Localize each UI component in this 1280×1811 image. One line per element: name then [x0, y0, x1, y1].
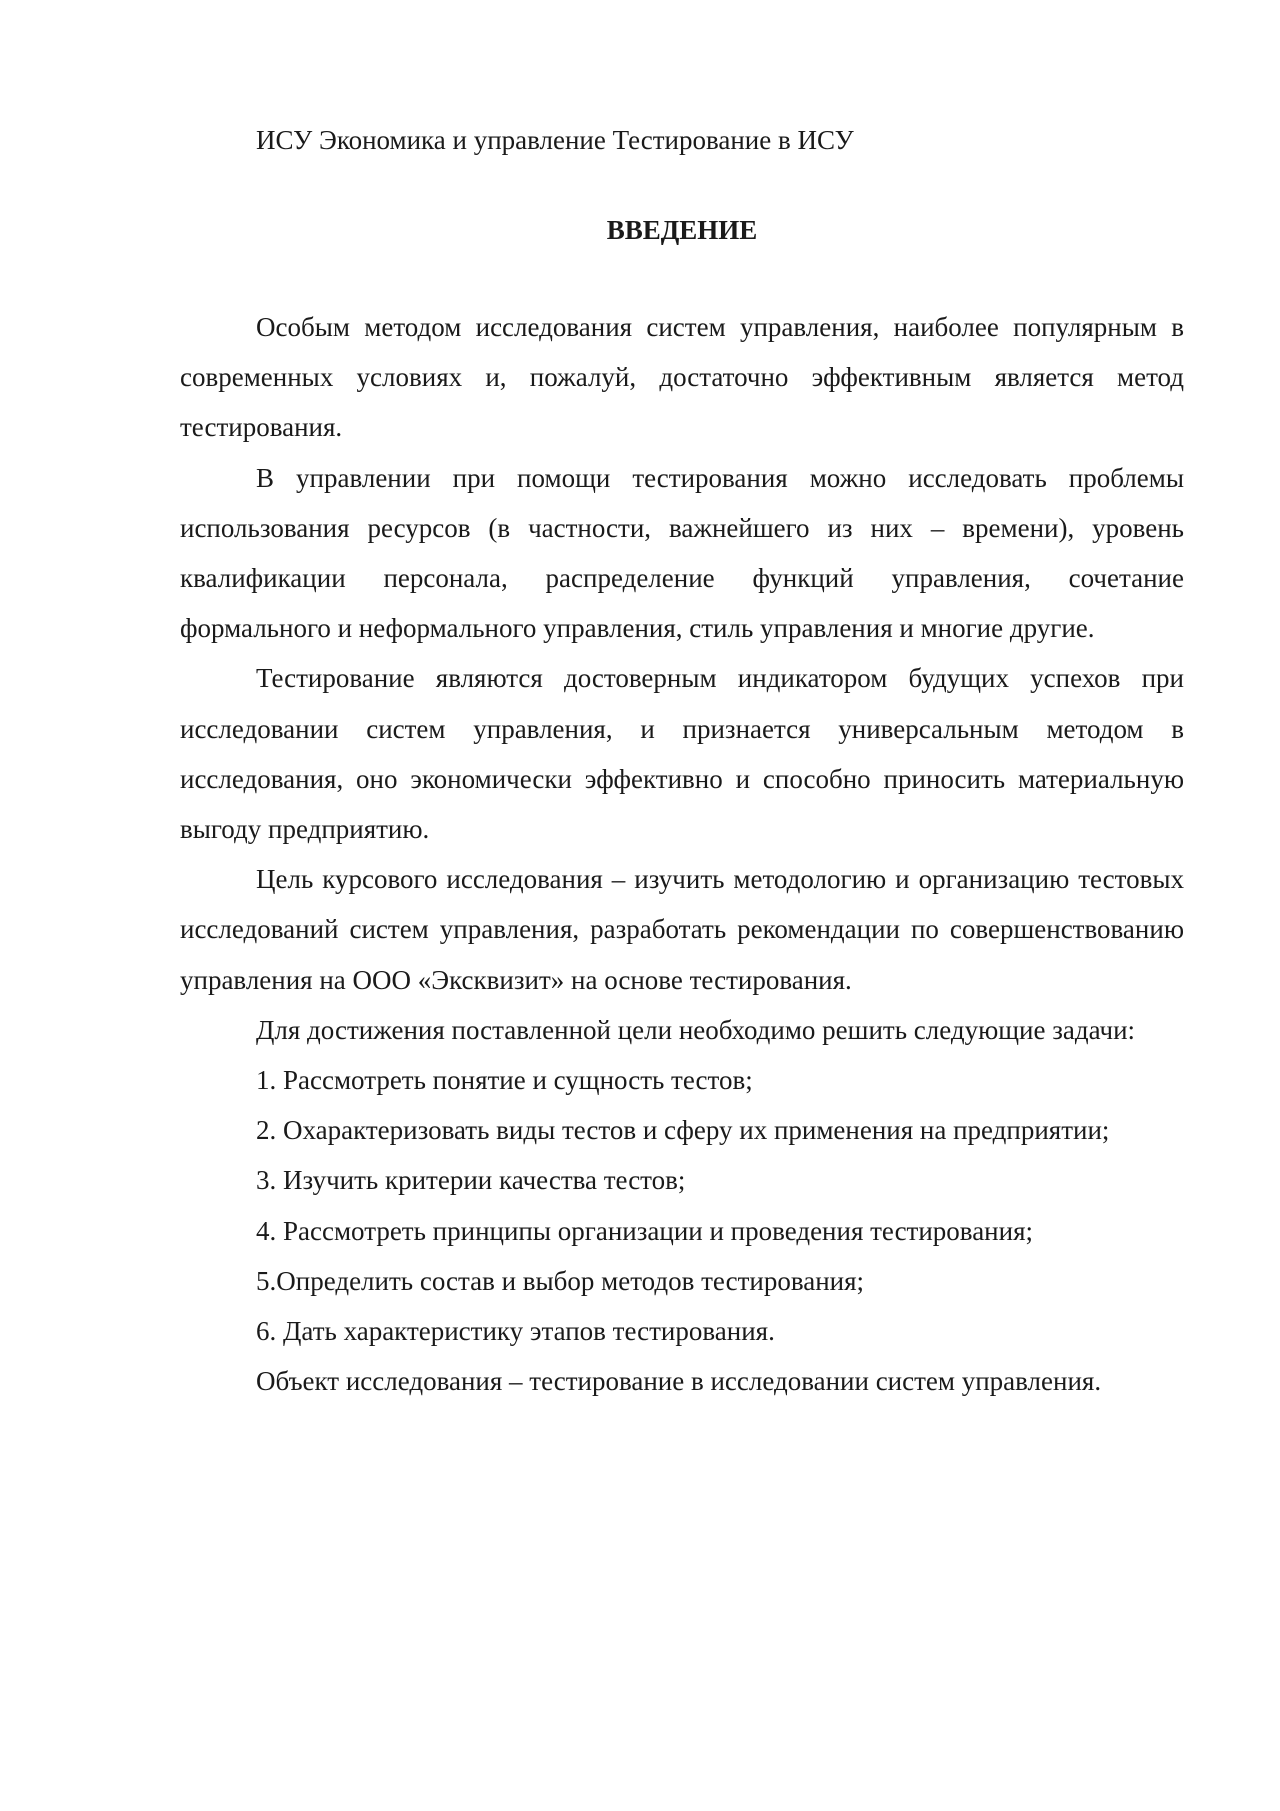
task-item: 2. Охарактеризовать виды тестов и сферу их применения на предприятии; — [256, 1115, 1110, 1146]
task-item: 4. Рассмотреть принципы организации и проведения тестирования; — [256, 1215, 1034, 1246]
tasks-intro-paragraph: Для достижения поставленной цели необходимо решить следующие задачи: — [256, 1014, 1136, 1045]
task-item: 1. Рассмотреть понятие и сущность тестов; — [256, 1065, 753, 1096]
document-body — [180, 302, 1184, 1406]
resources-paragraph: В управлении при помощи тестирования можно исследовать проблемы использования ресурсов (в частности, важнейшего из них – времени), уровень квалификации персонала, распределение функций управления, сочетание формального и неформального управления, стиль управления и многие другие. — [180, 462, 1184, 644]
object-paragraph: Объект исследования – тестирование в исследовании систем управления. — [256, 1366, 1102, 1397]
task-item: 6. Дать характеристику этапов тестирования. — [256, 1316, 775, 1347]
goal-paragraph: Цель курсового исследования – изучить методологию и организацию тестовых исследований систем управления, разработать рекомендации по совершенствованию управления на ООО «Эксквизит» на основе тестирования. — [180, 864, 1184, 995]
intro-paragraph: Особым методом исследования систем управления, наиболее популярным в современных условиях и, пожалуй, достаточно эффективным является метод тестирования. — [180, 312, 1184, 443]
task-item: 5.Определить состав и выбор методов тестирования; — [256, 1265, 865, 1296]
document-header: ИСУ Экономика и управление Тестирование в ИСУ — [256, 125, 854, 155]
indicator-paragraph: Тестирование являются достоверным индикатором будущих успехов при исследовании систем управления, и признается универсальным методом в исследования, оно экономически эффективно и способно приносить материальную выгоду предприятию. — [180, 663, 1184, 845]
section-heading: ВВЕДЕНИЕ — [606, 215, 758, 245]
task-item: 3. Изучить критерии качества тестов; — [256, 1165, 686, 1196]
